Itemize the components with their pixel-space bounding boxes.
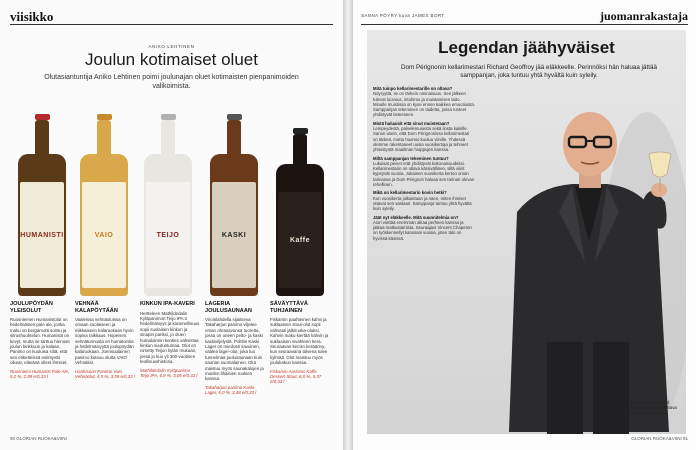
article-lead-right: Dom Pérignonin kellarimestari Richard Geoffroy jää eläkkeelle. Perinnöksi hän haluaa jättää samppanjan, joka tuntuu yhtä hyvältä kuin syleily.: [400, 64, 658, 80]
beer-column-heading: VEHNÄÄ KALAPÖYTÄÄN: [75, 301, 118, 314]
beer-column-text: Viroinlahdella sijaitseva Takaharjun panimo viljelee oman ohrasavunsa tuoretta, jossa on uneen pelto- ja kaski kaskiviljelystä. Polttiin Kaski Lager on miedosti savuinen, vaalea lager-olut, joka luo tunnelmaa joulusaunaan kuin saunan suomalainen. Olut maistuu myös saunakalojen ja muiden lihaisien ruokien kanssa.: [205, 317, 264, 382]
beer-bottle: [276, 128, 324, 296]
bottle-body: [276, 164, 324, 296]
beer-bottle: [144, 114, 192, 296]
qa-answer: Lempeydestä, palvelemusesta sekä ilosta kaikille. Sanon usein, että Dom Pérignonissa kellarimestari on tärkeä, mutta huomio kuuluu viinille. Yhdessä olemme rakentaneet uusia vuosikertoja ja tehneet yhteistyötä maailman huippujen kanssa.: [373, 126, 470, 153]
beer-column-info: Mathildedalin Kyläpanimo Teijo IPA, 6,9 %, 3,05 e/0,33 l: [140, 367, 198, 378]
bottle-label-text: HUMANISTI: [20, 231, 64, 239]
qa-answer: Nöyryyttä, se on tärkein ominaisuus. Sen jälkeen tulevat luovuus, intohimo ja muistamisen taito. Minulle muistissa on kyse ennen kaikkea emootioista. Samppanjan tekeminen on taidetta, jossa tunteet yhdistyvät tieteeseen.: [373, 91, 475, 118]
bottle-label-text: Kaffe: [289, 236, 310, 244]
beer-column: [270, 301, 330, 385]
beer-column-info: Ruosniemi Humanist Pale Ale, 5,2 %, 2,89 e/0,33 l: [10, 368, 70, 380]
beer-bottle: [18, 114, 66, 296]
right-page: [353, 0, 696, 450]
qa-question: Miltä samppanjan tekeminen tuntuu?: [373, 155, 449, 161]
qa-item: [373, 215, 475, 241]
bottle-body: [18, 154, 66, 296]
interview-qa: [373, 86, 475, 244]
page-folio: 90 GLORIAN RUOKA&VIINI: [10, 436, 67, 441]
beer-column-info: Hanhisuon Panimo Vaio Vehnäolut, 4,5 %, 3,59 e/0,33 l: [75, 368, 135, 380]
bottle-body: [210, 154, 258, 296]
beer-column: [140, 301, 200, 378]
qa-item: [373, 121, 475, 153]
qa-answer: Lukuisat pienet erät yhdistyvät kokonaisuudeksi. Kellarimestarin on oltava kärsivällinen, sillä viinit kypsyvät vuosia. Jokainen vuosikerta kertoo oman tarinansa ja Dom Pérignon haluaa sen tarinan olevan rehellinen.: [373, 160, 475, 188]
beer-column-text: Ruosniemen Humanistolut on hedelmäinen pale ale, jonka maku on bergamotti sointu ja sitrushuuhtelun. Humanistit on kevyt, mutta se tarttuu hienosti joulun kinkkuun ja kalaan. Panimo on kuuluisa siitä, että sen etiketteissä esiintyvät oikeat, elävänä olleet ihmiset.: [10, 317, 70, 366]
bottle-label: [278, 192, 322, 288]
beer-column: [10, 301, 70, 379]
qa-answer: Kun vuosikerta julkaistaan ja näen, miten ihmiset ottavat sen vastaan. Samppanja tuntuu yhtä hyvältä kuin syleily.: [373, 195, 472, 212]
bottle-body: [80, 154, 128, 296]
page-folio-right: GLORIAN RUOKA&VIINI 91: [631, 436, 688, 441]
beer-column-info: Takaharjun panimo Kaski Lager, 5,0 %, 3,48 e/0,33 l: [205, 384, 257, 396]
qa-item: [373, 156, 475, 188]
bottle-label: [212, 182, 256, 288]
bottle-neck: [35, 120, 49, 154]
spine-gutter: [343, 0, 353, 450]
beer-column-heading: KINKUN IPA-KAVERI: [140, 301, 195, 307]
beer-columns: [10, 301, 333, 436]
beer-column: [75, 301, 135, 379]
section-tag: viisikko: [10, 9, 54, 24]
bottle-neck: [97, 120, 111, 154]
bottle-body: [144, 154, 192, 296]
beer-column-info: Fiskarsin Aavistus Kaffe Dessert Stout, 6,0 %, 5,57 e/0,33 l: [270, 368, 322, 385]
bottle-neck: [161, 120, 175, 154]
qa-question: Mitä tuinpo kellarimestarille on oltava?: [373, 86, 453, 91]
bottle-label: [82, 182, 126, 288]
beer-column-text: Vaaleissa vehnäoluissa on omaan suolaiseen ja etikkaiseen kalaruokaan hyvin sopiva raikkaus. Hopeisen vehnätunnusta on humalointia ja hedelmäisyyttä joulupöydän kalaruokaan. Joensuulainen panimo kutsuu olutta VAIO Vehnäksi.: [75, 317, 134, 366]
qa-item: [373, 86, 475, 118]
qa-item: [373, 190, 475, 211]
article-title: Joulun kotimaiset oluet: [85, 50, 258, 69]
beer-bottle: [80, 114, 128, 296]
byline: ANIKO LEHTINEN: [148, 44, 195, 49]
bottle-label-text: TEIJO: [156, 231, 180, 239]
qa-question: Mikä on kellarimestarin kovin hetki?: [373, 190, 447, 196]
article-title-right: Legendan jäähyväiset: [438, 38, 615, 57]
article-lead: Olutasiantuntija Aniko Lehtinen poimi joulunajan oluet kotimaisten pienpanimoiden valikoimista.: [44, 74, 299, 90]
qa-question: Mistä haluaisit että sinut muistetaan?: [373, 120, 450, 126]
bottle-neck: [227, 120, 241, 154]
beer-column-heading: JOULUPÖYDÄN YLEISOLUT: [10, 301, 53, 314]
beer-bottle: [210, 114, 258, 296]
qa-question: Jäät nyt eläkkeelle. Mitä suunnitelmia on?: [373, 214, 459, 220]
section-tag-right: juomanrakastaja: [599, 9, 688, 23]
beer-bottle-photo: [10, 100, 333, 296]
photo-caption: Samppanjaguru Richard Geoffroyn on aina arvioitava ensin, mitä viini kertoo.: [622, 400, 677, 416]
top-rule-right: [361, 24, 688, 25]
top-rule: [10, 24, 333, 25]
beer-column-heading: SÄVÄYTTÄVÄ TUHJAINEN: [270, 301, 308, 314]
beer-column-text: Fiskarsin paahteinen kahvi ja suklaainen stout-olut sopii vahvasti jälkiruoka-oluksi. Kahvin maku kiertää kahvin ja suklaaisen vivahteen kera. Seuraavan kerran keräänny, kun seuraavana talvena tulee kylmää. Olut maistuu myös joulukakun kanssa.: [270, 317, 329, 366]
bottle-label: [146, 182, 190, 288]
man-with-glass-illustration: [497, 92, 686, 434]
qa-answer: Aion viettää enemmän aikaa perheen kanssa ja jatkaa matkustamista. Seuraajani Vincent Chaperon on työskennellyt kanssani vuosia, joten talo on hyvissä käsissä.: [373, 219, 472, 241]
bottle-label-text: KASKI: [221, 231, 247, 239]
beer-column-heading: LAGERIA JOULUSAUNAAN: [205, 301, 252, 314]
bottle-label-text: VAIO: [94, 231, 114, 239]
bottle-label: [20, 182, 64, 288]
credit-line: SANNA PÖYRY kuva JAMES BORT: [361, 13, 445, 18]
beer-column-text: Hertteleen Mathildedalin Kyläpanimon Teijo IPA:n hedelmäisyys ja karamellisuus sopii suolaisen kinkun ja sinapin pariksi, jo oluen humaloinnin kenties vahvistaa kinkun suutuntumaa. Olut on nimetty Teijon kylän mukaan, jossa jo kuu yli 300-vuotinen teollisuushistoria.: [140, 310, 200, 365]
left-page: [0, 0, 343, 450]
beer-column: [205, 301, 265, 396]
bottle-neck: [293, 134, 307, 164]
